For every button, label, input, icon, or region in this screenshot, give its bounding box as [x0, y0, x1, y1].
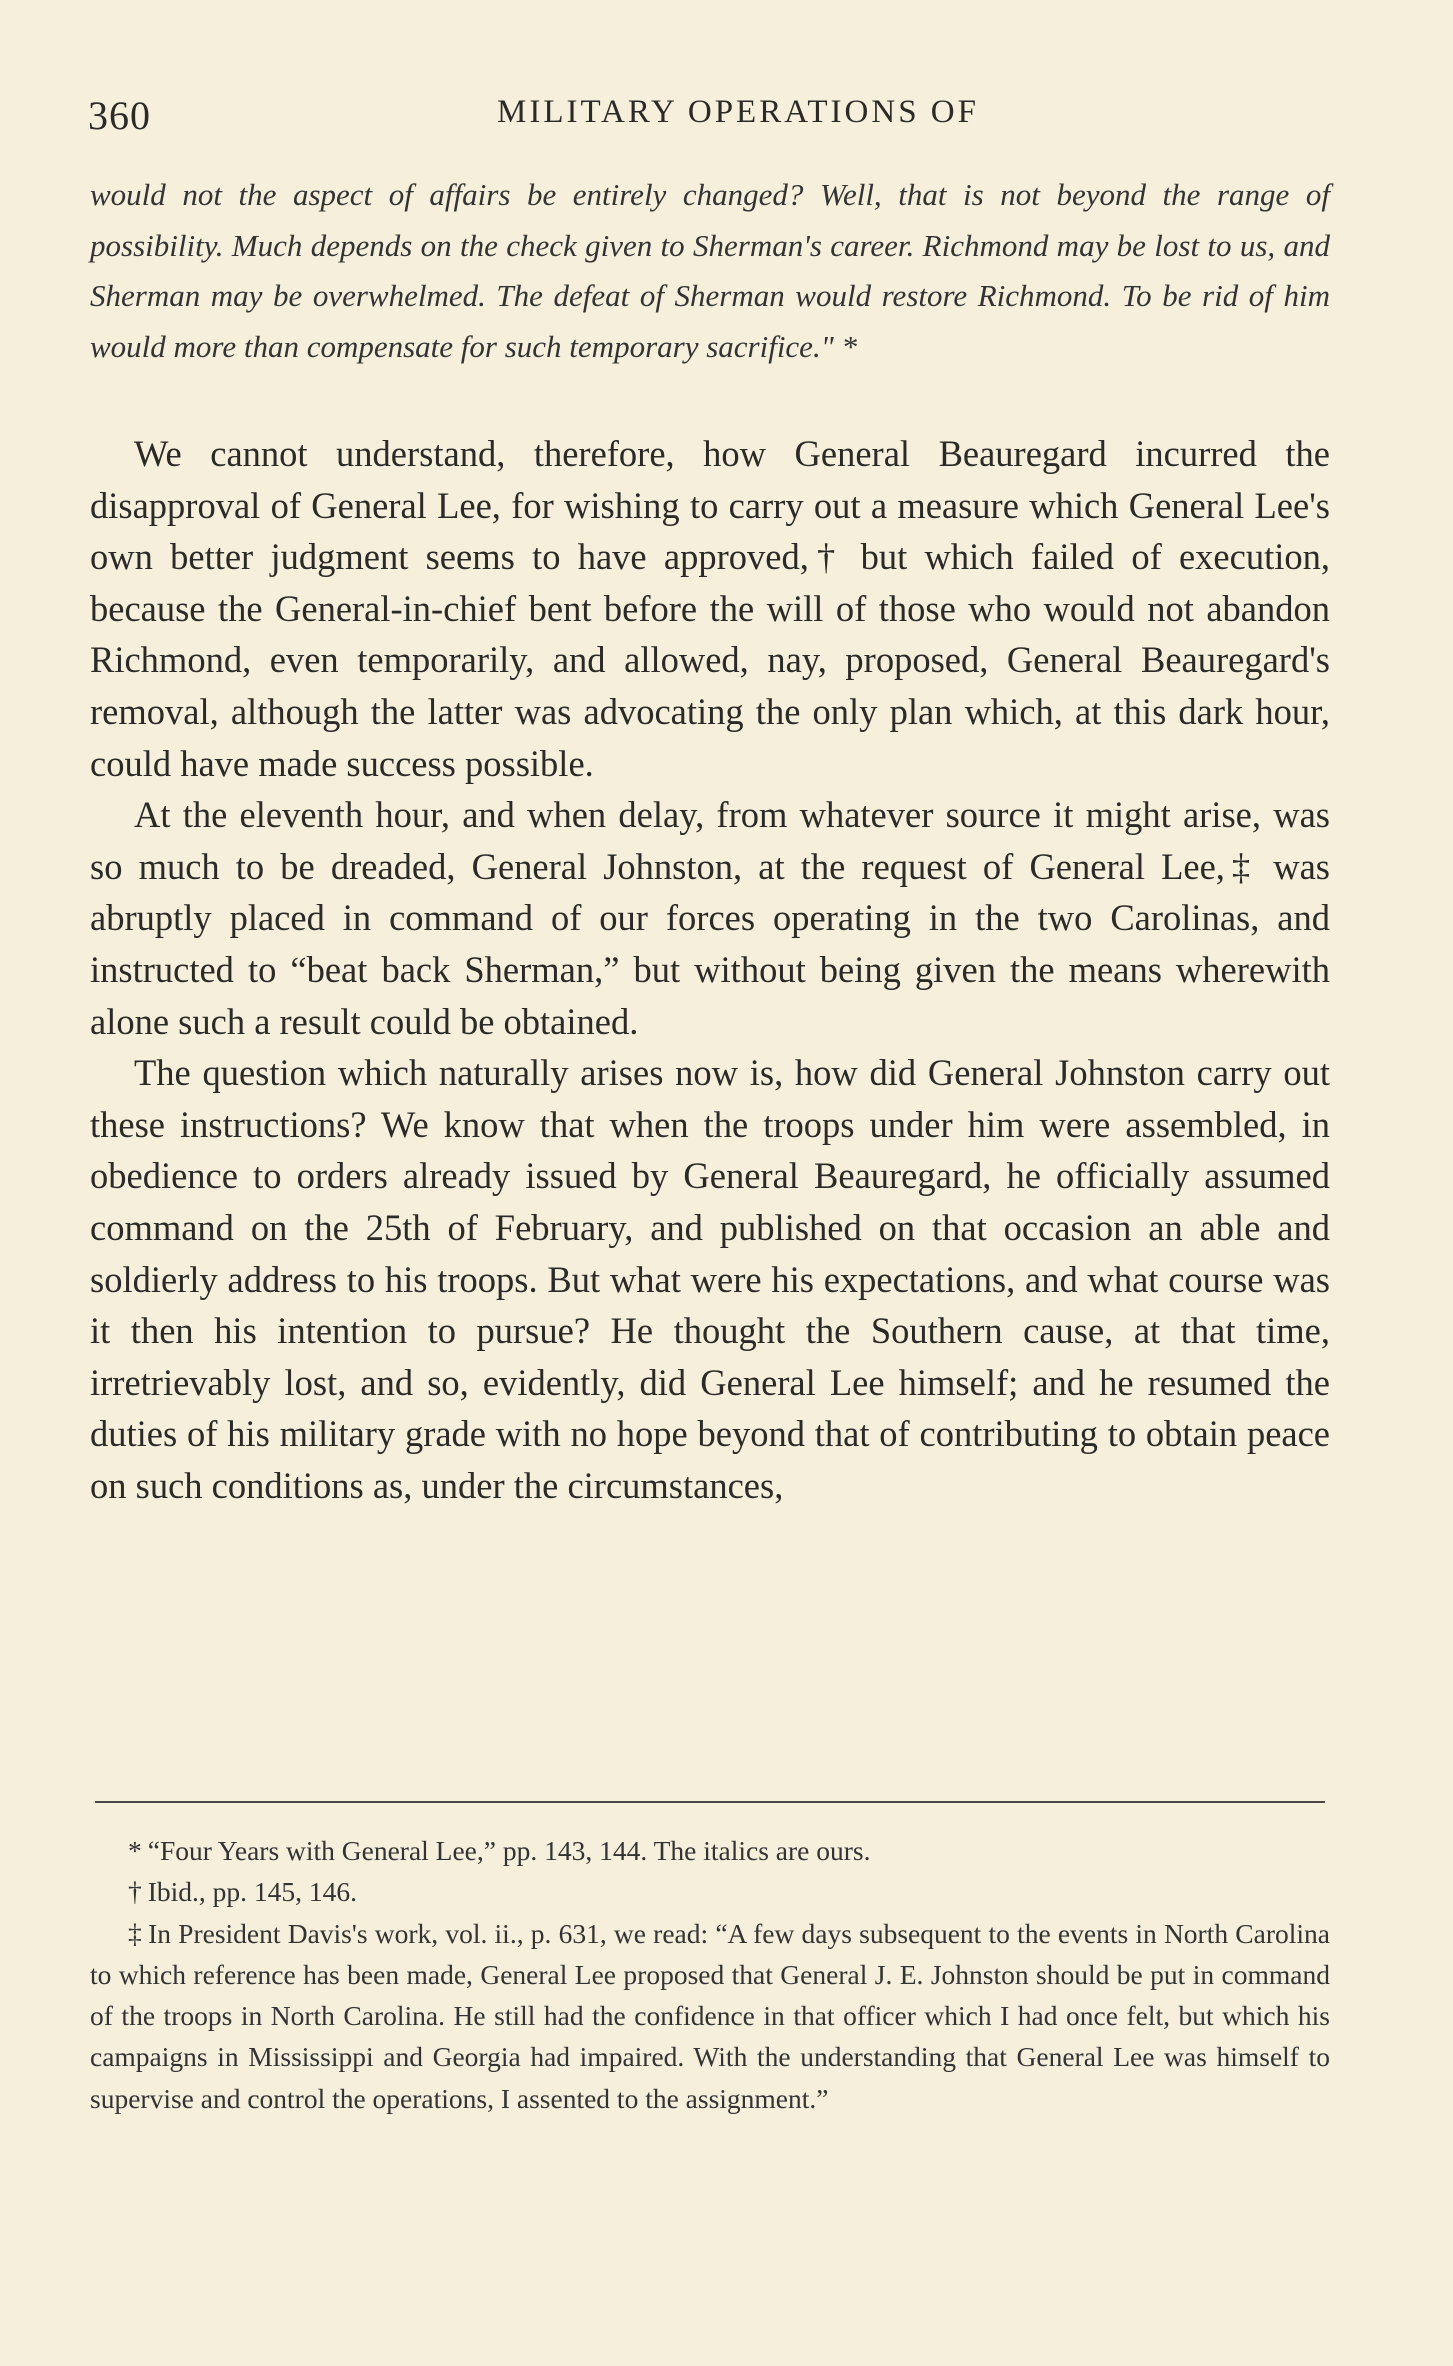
- page-header: [88, 92, 1328, 142]
- footnote-divider: [95, 1801, 1325, 1803]
- footnotes: [90, 1830, 1330, 2119]
- footnote: [90, 1830, 1330, 1871]
- paragraph: We cannot understand, therefore, how General Beauregard incurred the disapproval of General Lee, for wishing to carry out a measure which General Lee's own better judgment seems to have approved,† but which failed of execution, because the General-in-chief bent before the will of those who would not abandon Richmond, even temporarily, and allowed, nay, proposed, General Beauregard's removal, although the latter was advocating the only plan which, at this dark hour, could have made success possible.: [90, 433, 1330, 784]
- footnote-mark: *: [128, 1835, 142, 1866]
- footnote-text: “Four Years with General Lee,” pp. 143, 144. The italics are ours.: [147, 1835, 871, 1866]
- quoted-passage: would not the aspect of affairs be entirely changed? Well, that is not beyond the range of possibility. Much depends on the check given to Sherman's career. Richmond may be lost to us, and Sherman may be overwhelmed. The defeat of Sherman would restore Richmond. To be rid of him would more than compensate for such temporary sacrifice." *: [90, 177, 1330, 364]
- running-title: MILITARY OPERATIONS OF: [497, 94, 979, 130]
- footnote-mark: †: [128, 1876, 142, 1908]
- footnote: [90, 1871, 1330, 1912]
- footnote-text: In President Davis's work, vol. ii., p. 631, we read: “A few days subsequent to the events in North Carolina to which reference has been made, General Lee proposed that General J. E. Johnston should be put in command of the troops in North Carolina. He still had the confidence in that officer which I had once felt, but which his campaigns in Mississippi and Georgia had impaired. With the understanding that General Lee was himself to supervise and control the operations, I assented to the assignment.”: [90, 1917, 1330, 2114]
- page-number: 360: [88, 93, 151, 138]
- body-text: [90, 428, 1330, 1511]
- footnote-text: Ibid., pp. 145, 146.: [147, 1876, 358, 1908]
- paragraph: At the eleventh hour, and when delay, from whatever source it might arise, was so much to be dreaded, General Johnston, at the request of General Lee,‡ was abruptly placed in command of our forces operating in the two Carolinas, and instructed to “beat back Sherman,” but without being given the means wherewith alone such a result could be obtained.: [90, 794, 1330, 1042]
- footnote: [90, 1913, 1330, 2119]
- paragraph: The question which naturally arises now is, how did General Johnston carry out these instructions? We know that when the troops under him were assembled, in obedience to orders already issued by General Beauregard, he officially assumed command on the 25th of February, and published on that occasion an able and soldierly address to his troops. But what were his expectations, and what course was it then his intention to pursue? He thought the Southern cause, at that time, irretrievably lost, and so, evidently, did General Lee himself; and he resumed the duties of his military grade with no hope beyond that of contributing to obtain peace on such conditions as, under the circumstances,: [90, 1052, 1330, 1506]
- footnote-mark: ‡: [128, 1917, 143, 1949]
